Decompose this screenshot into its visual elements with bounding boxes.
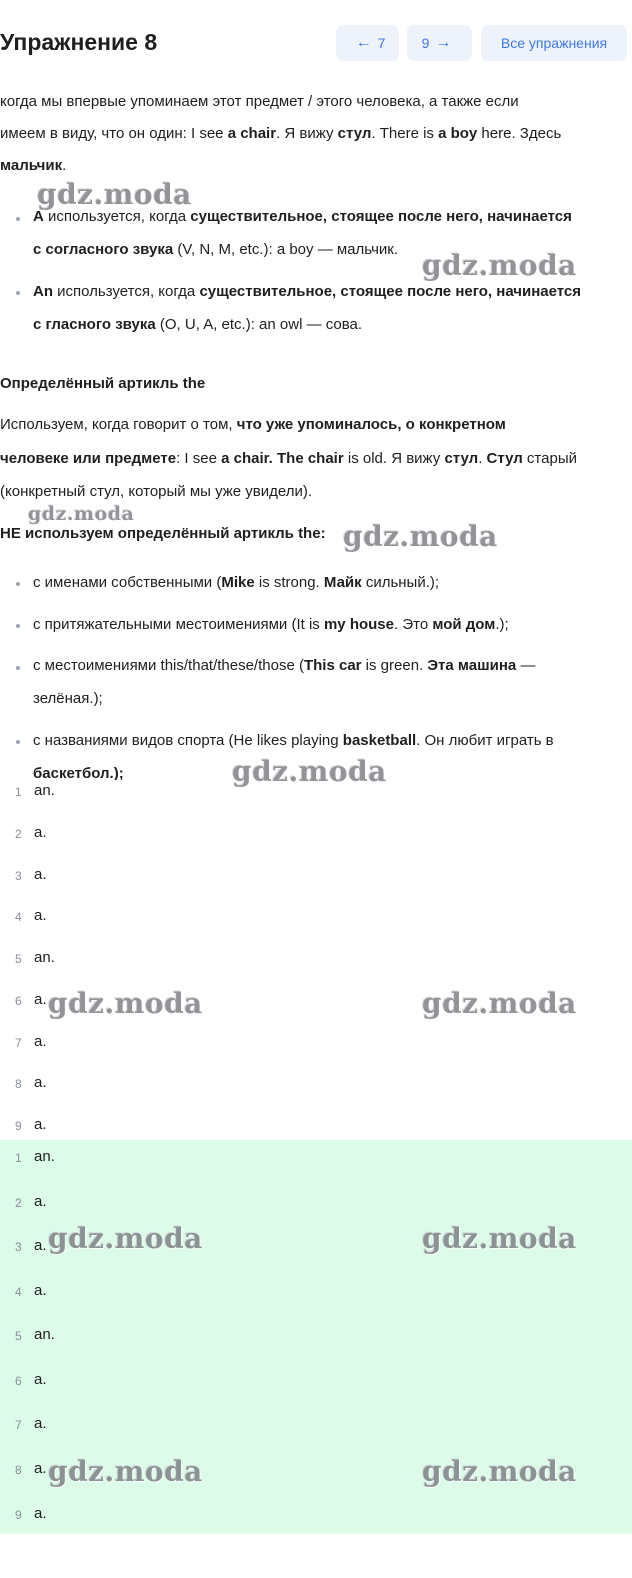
list-item xyxy=(0,1325,632,1349)
theory-bold: с согласного звука xyxy=(33,241,174,258)
theory-bold: my house xyxy=(323,616,394,633)
item-number: 3 xyxy=(15,1240,22,1254)
bullet-dot xyxy=(16,217,20,221)
theory-text: (V, N, M, etc.): a boy — мальчик. xyxy=(173,241,399,258)
item-number: 4 xyxy=(15,910,22,924)
theory-bold: Стул xyxy=(486,450,523,467)
theory-line xyxy=(0,449,577,469)
theory-line xyxy=(0,92,519,112)
prev-exercise-label: 7 xyxy=(377,35,386,51)
item-value: an. xyxy=(34,1326,55,1343)
item-value: a. xyxy=(34,1116,47,1133)
bullet-a-line2 xyxy=(33,240,398,260)
theory-bold: The chair xyxy=(277,450,344,467)
bullet-dot xyxy=(16,291,20,295)
arrow-right-icon: → xyxy=(435,34,452,51)
item-number: 3 xyxy=(15,869,22,883)
item-number: 8 xyxy=(15,1077,22,1091)
theory-line: (конкретный стул, который мы уже увидели). xyxy=(0,483,313,500)
item-number: 7 xyxy=(15,1036,22,1050)
list-item xyxy=(0,1032,632,1056)
theory-text: с именами собственными ( xyxy=(33,574,222,591)
list-item xyxy=(0,1192,632,1216)
bullet-dot xyxy=(16,740,20,744)
list-item xyxy=(0,1281,632,1305)
theory-bold: с гласного звука xyxy=(33,316,156,333)
theory-line: мальчик. xyxy=(0,157,67,174)
theory-bold: a boy xyxy=(438,125,478,142)
definite-article-heading: Определённый артикль the xyxy=(0,375,206,392)
watermark: gdz.moda xyxy=(48,1222,203,1255)
not-used-item-4-cont xyxy=(33,764,124,780)
theory-text: .); xyxy=(495,616,509,633)
list-item xyxy=(0,1414,632,1438)
theory-text: . xyxy=(478,450,487,467)
bullet-dot xyxy=(16,582,20,586)
watermark: gdz.moda xyxy=(48,987,203,1020)
item-value: a. xyxy=(34,1460,47,1477)
item-number: 1 xyxy=(15,1151,22,1165)
not-used-item-1 xyxy=(33,573,439,593)
theory-text: сильный.); xyxy=(361,574,440,591)
theory-bold: стул xyxy=(444,450,479,467)
list-item xyxy=(0,1115,632,1139)
theory-bold: мой дом xyxy=(432,616,496,633)
item-number: 1 xyxy=(15,785,22,799)
item-value: a. xyxy=(34,1282,47,1299)
next-exercise-label: 9 xyxy=(421,35,430,51)
not-used-item-2 xyxy=(33,615,509,635)
theory-text: is old. Я вижу xyxy=(343,450,445,467)
list-item xyxy=(0,1073,632,1097)
watermark: gdz.moda xyxy=(422,987,577,1020)
theory-bold: баскетбол.); xyxy=(33,765,124,780)
not-used-item-3 xyxy=(33,656,535,676)
theory-text: Используем, когда говорит о том, xyxy=(0,416,237,433)
theory-text: (O, U, A, etc.): an owl — сова. xyxy=(155,316,363,333)
item-number: 2 xyxy=(15,1196,22,1210)
theory-text: . Я вижу xyxy=(276,125,338,142)
item-number: 2 xyxy=(15,827,22,841)
item-number: 8 xyxy=(15,1463,22,1477)
watermark: gdz.moda xyxy=(37,178,192,211)
theory-text: с названиями видов спорта (He likes playing xyxy=(33,732,343,749)
theory-bold: мальчик xyxy=(0,157,63,174)
theory-text: имеем в виду, что он один: I see xyxy=(0,125,228,142)
theory-text: is strong. xyxy=(254,574,324,591)
theory-text: старый xyxy=(522,450,577,467)
theory-bold: An xyxy=(33,283,53,300)
item-number: 5 xyxy=(15,952,22,966)
item-number: 9 xyxy=(15,1119,22,1133)
theory-text: с местоимениями this/that/these/those ( xyxy=(33,657,304,674)
bullet-an-line2 xyxy=(33,315,362,335)
item-number: 4 xyxy=(15,1285,22,1299)
theory-text: . Это xyxy=(394,616,433,633)
theory-text: . Он любит играть в xyxy=(416,732,554,749)
watermark: gdz.moda xyxy=(48,1455,203,1488)
theory-text: когда мы впервые упоминаем этот предмет / этого человека, а также если xyxy=(0,93,519,110)
arrow-left-icon: ← xyxy=(355,34,372,51)
theory-bold: A xyxy=(33,208,44,225)
item-value: a. xyxy=(34,824,47,841)
theory-text: с притяжательными местоимениями (It is xyxy=(33,616,324,633)
theory-bold: Майк xyxy=(323,574,362,591)
theory-line xyxy=(0,415,506,435)
item-value: an. xyxy=(34,1148,55,1165)
item-number: 7 xyxy=(15,1418,22,1432)
not-used-heading: НЕ используем определённый артикль the: xyxy=(0,525,326,542)
theory-bold: Эта машина xyxy=(427,657,517,674)
not-used-item-3-cont: зелёная.); xyxy=(33,690,103,707)
watermark: gdz.moda xyxy=(422,1222,577,1255)
list-item xyxy=(0,823,632,847)
theory-bold: что уже упоминалось, о конкретном xyxy=(236,416,506,433)
watermark: gdz.moda xyxy=(343,520,498,553)
theory-bold: a chair. xyxy=(221,450,273,467)
item-value: a. xyxy=(34,1193,47,1210)
theory-bold: существительное, стоящее после него, начинается xyxy=(199,283,582,300)
theory-section xyxy=(0,60,632,780)
list-item xyxy=(0,1147,632,1171)
theory-bold: существительное, стоящее после него, начинается xyxy=(190,208,572,225)
list-item xyxy=(0,906,632,930)
item-value: a. xyxy=(34,1371,47,1388)
bullet-dot xyxy=(16,624,20,628)
theory-bold: This car xyxy=(303,657,362,674)
item-value: an. xyxy=(34,949,55,966)
theory-bold: человеке или предмете xyxy=(0,450,177,467)
item-value: a. xyxy=(34,866,47,883)
item-value: an. xyxy=(34,782,55,799)
item-value: a. xyxy=(34,1505,47,1522)
item-number: 5 xyxy=(15,1329,22,1343)
watermark: gdz.moda xyxy=(422,249,577,282)
theory-text: используется, когда xyxy=(53,283,200,300)
watermark: gdz.moda xyxy=(232,755,387,788)
page-title: Упражнение 8 xyxy=(0,29,158,55)
list-item xyxy=(0,865,632,889)
item-value: a. xyxy=(34,1415,47,1432)
item-value: a. xyxy=(34,1033,47,1050)
theory-text: . There is xyxy=(371,125,439,142)
item-number: 6 xyxy=(15,994,22,1008)
theory-bold: a chair xyxy=(227,125,277,142)
theory-text: here. Здесь xyxy=(477,125,562,142)
watermark: gdz.moda xyxy=(28,503,135,525)
item-value: a. xyxy=(34,1074,47,1091)
list-item xyxy=(0,1504,632,1528)
not-used-item-4 xyxy=(33,731,554,751)
bullet-dot xyxy=(16,666,20,670)
item-value: a. xyxy=(34,991,47,1008)
bullet-an-line1 xyxy=(33,282,581,302)
list-item xyxy=(0,948,632,972)
theory-bold: стул xyxy=(337,125,372,142)
theory-line xyxy=(0,124,561,144)
theory-text: — xyxy=(516,657,536,674)
theory-text: используется, когда xyxy=(43,208,191,225)
watermark: gdz.moda xyxy=(422,1455,577,1488)
theory-text: : I see xyxy=(176,450,222,467)
item-number: 6 xyxy=(15,1374,22,1388)
theory-bold: Mike xyxy=(221,574,255,591)
theory-text: is green. xyxy=(361,657,428,674)
item-value: a. xyxy=(34,1237,47,1254)
list-item xyxy=(0,1370,632,1394)
item-number: 9 xyxy=(15,1508,22,1522)
next-exercise-button[interactable] xyxy=(407,25,472,61)
all-exercises-button[interactable]: Все упражнения xyxy=(481,25,627,61)
item-value: a. xyxy=(34,907,47,924)
prev-exercise-button[interactable] xyxy=(336,25,399,61)
theory-bold: basketball xyxy=(342,732,417,749)
